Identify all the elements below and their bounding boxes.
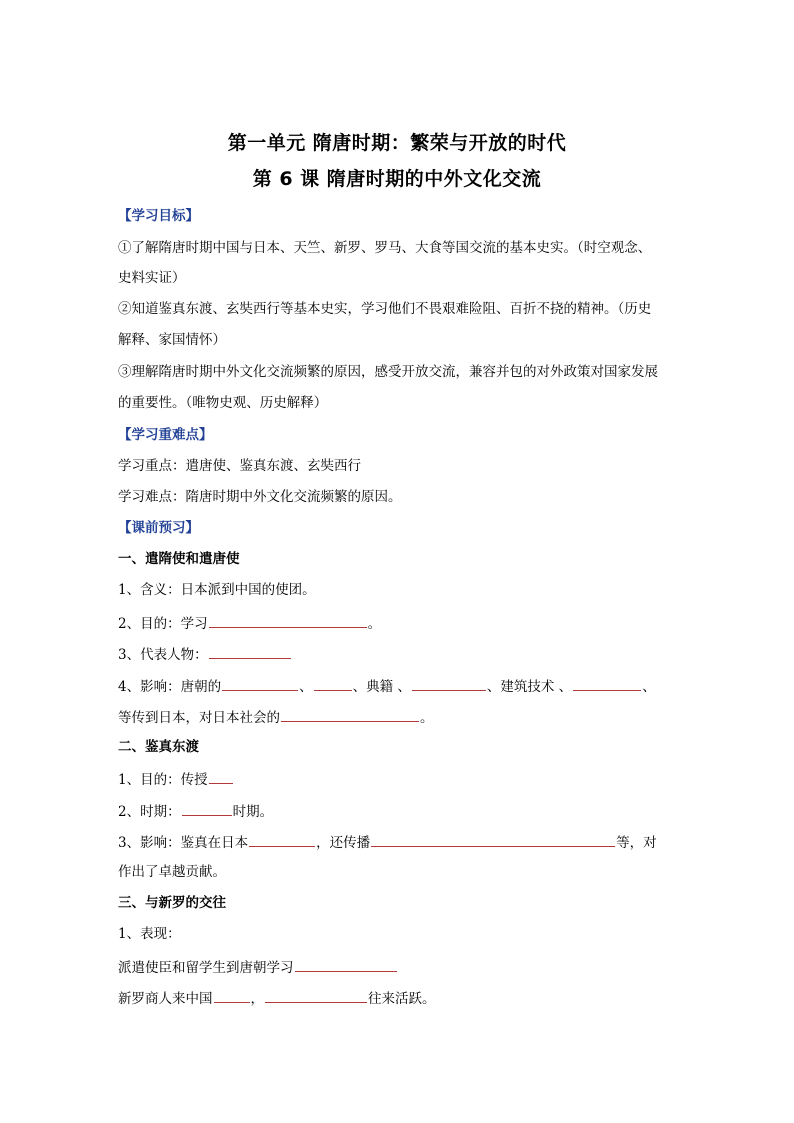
unit-title: 第一单元 隋唐时期：繁荣与开放的时代 — [227, 132, 567, 154]
blank[interactable] — [295, 956, 397, 972]
blank[interactable] — [209, 643, 291, 659]
blank[interactable] — [214, 987, 250, 1003]
s1-line-3: 3、代表人物： — [118, 643, 292, 665]
key-focus: 学习重点：遣唐使、鉴真东渡、玄奘西行 — [118, 458, 361, 474]
s3-line-2: 派遣使臣和留学生到唐朝学习 — [118, 956, 398, 978]
blank[interactable] — [314, 675, 352, 691]
objective-line-3: ②知道鉴真东渡、玄奘西行等基本史实，学习他们不畏艰难险阻、百折不挠的精神。（历史 — [118, 301, 652, 317]
section-title-1: 一、遣隋使和遣唐使 — [118, 551, 240, 567]
blank[interactable] — [371, 831, 615, 847]
blank[interactable] — [281, 706, 419, 722]
s2-line-2: 2、时期： 时期。 — [118, 800, 273, 822]
s2-line-1: 1、目的：传授 — [118, 768, 234, 790]
s1-line-1: 1、含义：日本派到中国的使团。 — [118, 582, 316, 598]
objective-line-4: 解释、家国情怀） — [118, 332, 226, 348]
s1-line-2: 2、目的：学习 。 — [118, 612, 381, 634]
blank[interactable] — [182, 800, 232, 816]
blank[interactable] — [249, 831, 315, 847]
blank[interactable] — [209, 768, 233, 784]
s1-line-5: 等传到日本，对日本社会的 。 — [118, 706, 434, 728]
s2-line-4: 作出了卓越贡献。 — [118, 864, 226, 880]
blank[interactable] — [573, 675, 641, 691]
blank[interactable] — [222, 675, 298, 691]
key-difficulty: 学习难点：隋唐时期中外文化交流频繁的原因。 — [118, 489, 402, 505]
objective-line-1: ①了解隋唐时期中国与日本、天竺、新罗、罗马、大食等国交流的基本史实。（时空观念、 — [118, 240, 652, 256]
blank[interactable] — [265, 987, 367, 1003]
s2-line-3: 3、影响：鉴真在日本 ，还传播 等，对 — [118, 831, 657, 853]
section-title-3: 三、与新罗的交往 — [118, 895, 226, 911]
keypoints-header: 【学习重难点】 — [118, 427, 213, 443]
preview-header: 【课前预习】 — [118, 520, 199, 536]
objectives-header: 【学习目标】 — [118, 208, 199, 224]
s1-line-4: 4、影响：唐朝的 、 、典籍 、 、建筑技术 、 、 — [118, 675, 656, 697]
lesson-title: 第 6 课 隋唐时期的中外文化交流 — [252, 168, 542, 190]
objective-line-6: 的重要性。（唯物史观、历史解释） — [118, 395, 328, 411]
objective-line-2: 史料实证） — [118, 270, 186, 286]
objective-line-5: ③理解隋唐时期中外文化交流频繁的原因，感受开放交流，兼容并包的对外政策对国家发展 — [118, 364, 658, 380]
s3-line-3: 新罗商人来中国 ， 往来活跃。 — [118, 987, 436, 1009]
blank[interactable] — [209, 612, 367, 628]
blank[interactable] — [412, 675, 486, 691]
s3-line-1: 1、表现： — [118, 926, 181, 942]
section-title-2: 二、鉴真东渡 — [118, 739, 199, 755]
